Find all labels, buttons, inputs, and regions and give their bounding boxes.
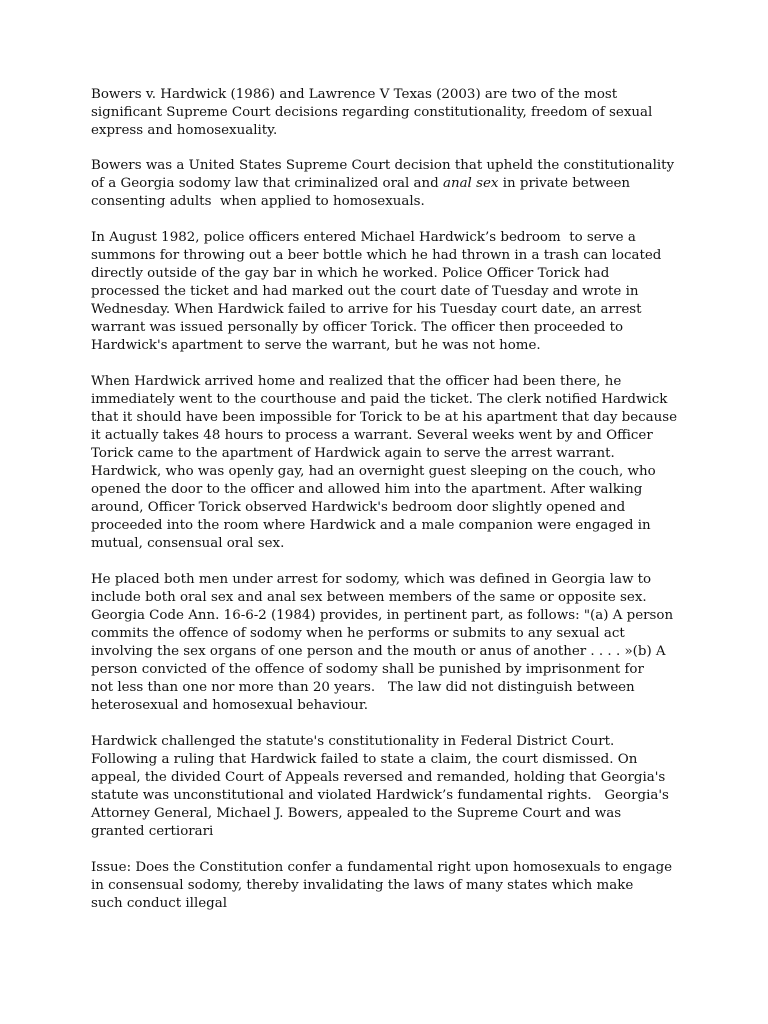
paragraph-2-line-2 bbox=[91, 175, 691, 193]
paragraph-6-line-4: statute was unconstitutional and violated Hardwick’s fundamental rights. Georgia's bbox=[91, 788, 669, 803]
paragraph-7 bbox=[91, 859, 691, 913]
paragraph-4-line-1: When Hardwick arrived home and realized that the officer had been there, he bbox=[91, 374, 622, 389]
paragraph-3-line-2: summons for throwing out a beer bottle which he had thrown in a trash can located bbox=[91, 248, 662, 263]
paragraph-4 bbox=[91, 373, 691, 553]
paragraph-4-line-10: mutual, consensual oral sex. bbox=[91, 536, 285, 551]
paragraph-3-line-7: Hardwick's apartment to serve the warrant, but he was not home. bbox=[91, 338, 541, 353]
paragraph-5-line-4: commits the offence of sodomy when he performs or submits to any sexual act bbox=[91, 626, 625, 641]
paragraph-5-line-5: involving the sex organs of one person and the mouth or anus of another . . . . »(b) A bbox=[91, 644, 666, 659]
paragraph-5-line-2: include both oral sex and anal sex between members of the same or opposite sex. bbox=[91, 590, 647, 605]
paragraph-4-line-6: Hardwick, who was openly gay, had an overnight guest sleeping on the couch, who bbox=[91, 464, 656, 479]
paragraph-2 bbox=[91, 157, 691, 211]
paragraph-1 bbox=[91, 86, 691, 140]
paragraph-5-line-6: person convicted of the offence of sodomy shall be punished by imprisonment for bbox=[91, 662, 644, 677]
paragraph-4-line-4: it actually takes 48 hours to process a warrant. Several weeks went by and Officer bbox=[91, 428, 653, 443]
paragraph-1-line-1: Bowers v. Hardwick (1986) and Lawrence V Texas (2003) are two of the most bbox=[91, 87, 618, 102]
paragraph-4-line-8: around, Officer Torick observed Hardwick's bedroom door slightly opened and bbox=[91, 500, 626, 515]
italic-term-anal-sex: anal sex bbox=[442, 176, 499, 191]
paragraph-4-line-7: opened the door to the officer and allowed him into the apartment. After walking bbox=[91, 482, 643, 497]
paragraph-3 bbox=[91, 229, 691, 355]
paragraph-5-line-1: He placed both men under arrest for sodomy, which was defined in Georgia law to bbox=[91, 572, 652, 587]
paragraph-3-line-5: Wednesday. When Hardwick failed to arrive for his Tuesday court date, an arrest bbox=[91, 302, 642, 317]
paragraph-6 bbox=[91, 733, 691, 841]
paragraph-2-line-2-start: of a Georgia sodomy law that criminalized oral and bbox=[91, 176, 443, 191]
paragraph-5-line-7: not less than one nor more than 20 years. The law did not distinguish between bbox=[91, 680, 635, 695]
paragraph-3-line-6: warrant was issued personally by officer Torick. The officer then proceeded to bbox=[91, 320, 624, 335]
paragraph-7-line-1: Issue: Does the Constitution confer a fundamental right upon homosexuals to engage bbox=[91, 860, 673, 875]
paragraph-2-line-2-end: in private between bbox=[498, 176, 631, 191]
paragraph-3-line-1: In August 1982, police officers entered Michael Hardwick’s bedroom to serve a bbox=[91, 230, 636, 245]
paragraph-4-line-3: that it should have been impossible for Torick to be at his apartment that day because bbox=[91, 410, 678, 425]
paragraph-1-line-2: significant Supreme Court decisions regarding constitutionality, freedom of sexual bbox=[91, 105, 653, 120]
paragraph-6-line-2: Following a ruling that Hardwick failed to state a claim, the court dismissed. On bbox=[91, 752, 638, 767]
paragraph-4-line-9: proceeded into the room where Hardwick and a male companion were engaged in bbox=[91, 518, 651, 533]
paragraph-5 bbox=[91, 571, 691, 715]
paragraph-6-line-6: granted certiorari bbox=[91, 824, 214, 839]
paragraph-6-line-1: Hardwick challenged the statute's constitutionality in Federal District Court. bbox=[91, 734, 615, 749]
paragraph-5-line-3: Georgia Code Ann. 16-6-2 (1984) provides, in pertinent part, as follows: "(a) A person bbox=[91, 608, 674, 623]
paragraph-4-line-2: immediately went to the courthouse and paid the ticket. The clerk notified Hardwick bbox=[91, 392, 668, 407]
paragraph-6-line-3: appeal, the divided Court of Appeals reversed and remanded, holding that Georgia's bbox=[91, 770, 666, 785]
paragraph-1-line-3: express and homosexuality. bbox=[91, 123, 278, 138]
paragraph-3-line-4: processed the ticket and had marked out the court date of Tuesday and wrote in bbox=[91, 284, 639, 299]
paragraph-2-line-3: consenting adults when applied to homosexuals. bbox=[91, 194, 425, 209]
paragraph-3-line-3: directly outside of the gay bar in which he worked. Police Officer Torick had bbox=[91, 266, 610, 281]
paragraph-7-line-3: such conduct illegal bbox=[91, 896, 228, 911]
paragraph-6-line-5: Attorney General, Michael J. Bowers, appealed to the Supreme Court and was bbox=[91, 806, 622, 821]
paragraph-2-line-1: Bowers was a United States Supreme Court decision that upheld the constitutionality bbox=[91, 158, 675, 173]
paragraph-7-line-2: in consensual sodomy, thereby invalidating the laws of many states which make bbox=[91, 878, 634, 893]
paragraph-4-line-5: Torick came to the apartment of Hardwick again to serve the arrest warrant. bbox=[91, 446, 615, 461]
paragraph-5-line-8: heterosexual and homosexual behaviour. bbox=[91, 698, 369, 713]
